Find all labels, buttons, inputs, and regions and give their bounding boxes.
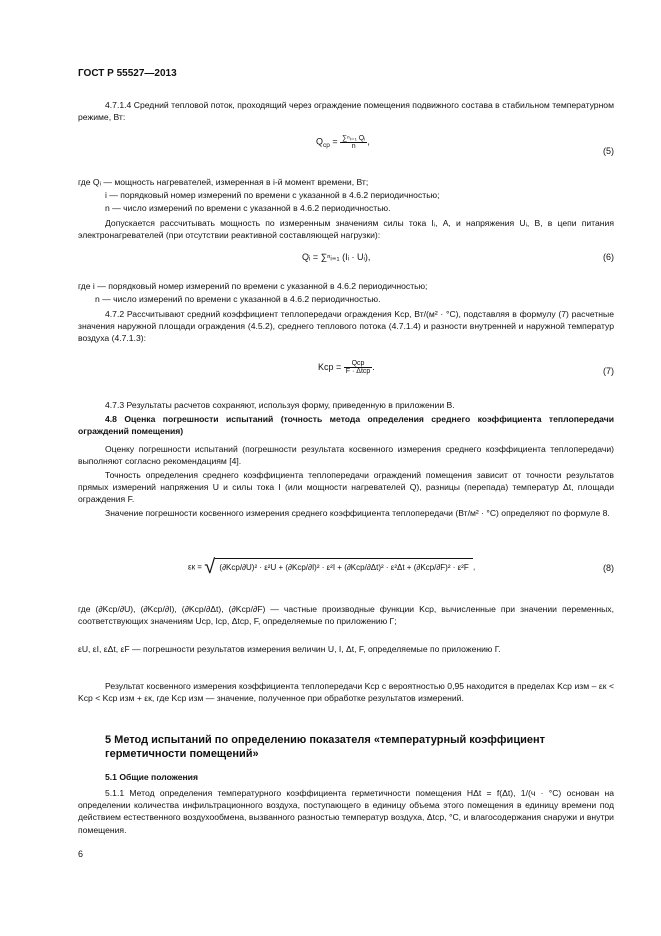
eq8-number: (8)	[603, 563, 614, 573]
where-n: n — число измерений по времени с указанной в 4.6.2 периодичностью.	[105, 203, 391, 213]
eq5-numerator: ∑ⁿᵢ₌₁ Qᵢ	[342, 135, 366, 142]
paragraph-511: 5.1.1 Метод определения температурного коэффициента герметичности помещения HΔt = f(Δt), 1/(ч · °С) основан на определении количества инфильтрационного воздуха, поступающего в единицу объема этого помещения в единицу времени под действием естественного воздухообмена, вызванного разностью температур воздуха, Δtср, °С, и влагосодержания снаружи и внутри помещения.	[78, 788, 614, 835]
eq6-number: (6)	[603, 252, 614, 262]
eq8-term1: (∂Kср/∂U)² · ε²U	[219, 563, 277, 572]
paragraph-result: Результат косвенного измерения коэффициента теплопередачи Kср с вероятностью 0,95 находится в пределах Kср изм – εк < Kср < Kср изм + εк, где Kср изм — значение, полученное при обработке результатов измерений.	[78, 681, 614, 704]
paragraph-est3: Значение погрешности косвенного измерения среднего коэффициента теплопередачи (Вт/м² · °С) определяют по формуле 8.	[105, 508, 610, 518]
heading-51: 5.1 Общие положения	[105, 772, 198, 782]
paragraph-473: 4.7.3 Результаты расчетов сохраняют, используя форму, приведенную в приложении В.	[105, 400, 455, 410]
sqrt-icon: √	[204, 556, 216, 578]
eq8-lhs: εк =	[188, 562, 202, 572]
eq7-fraction	[344, 360, 373, 375]
eq8-term2: (∂Kср/∂I)² · ε²I	[285, 563, 336, 572]
where2-n: n — число измерений по времени с указанной в 4.6.2 периодичностью.	[95, 294, 381, 304]
page-number: 6	[78, 849, 84, 859]
paragraph-allowed: Допускается рассчитывать мощность по измеренным значениям силы тока Iᵢ, А, и напряжения Uᵢ, В, в цепи питания электронагревателей (при отсутствии реактивной составляющей нагрузки):	[78, 218, 614, 241]
where2-i: где i — порядковый номер измерений по времени с указанной в 4.6.2 периодичностью;	[78, 281, 428, 291]
eq7-numerator: Qср	[344, 360, 373, 368]
formula-5: $Q_{ср}$ = $\frac{\text{∑ⁿᵢ₌₁ Qᵢ}}{n}$ ,	[316, 135, 370, 150]
eq5-number: (5)	[603, 146, 614, 156]
eq5-tail: ,	[367, 136, 370, 147]
eq7-lhs: Kср =	[318, 361, 342, 372]
eq7-tail: .	[372, 361, 375, 372]
eq5-denominator: n	[351, 143, 356, 150]
eq7-number: (7)	[603, 366, 614, 376]
formula-8: εк = √ (∂Kср/∂U)² · ε²U + (∂Kср/∂I)² · ε²I + (∂Kср/∂Δt)² · ε²Δt + (∂Kср/∂F)² · ε²F ,	[188, 556, 476, 578]
eq5-fraction	[340, 134, 367, 150]
eq8-term3: (∂Kср/∂Δt)² · ε²Δt	[344, 563, 405, 572]
eq5-lhs: Q	[316, 136, 324, 147]
eq8-term4: (∂Kср/∂F)² · ε²F	[413, 563, 469, 572]
where-i: i — порядковый номер измерений по времени с указанной в 4.6.2 периодичностью;	[105, 190, 440, 200]
paragraph-472: 4.7.2 Рассчитывают средний коэффициент теплопередачи ограждения Kср, Вт/(м² · °С), подставляя в формулу (7) расчетные значения наружной площади ограждения (4.5.2), среднего теплового потока (4.7.1.4) и разности внутренней и наружной температур воздуха (4.7.1.3):	[78, 309, 614, 344]
paragraph-est1: Оценку погрешности испытаний (погрешности результата косвенного измерения среднего коэффициента теплопередачи) выполняют согласно рекомендациям [4].	[78, 444, 614, 467]
eq5-lhs-sub: ср	[323, 142, 330, 150]
where3-partials: где (∂Kср/∂U), (∂Kср/∂I), (∂Kср/∂Δt), (∂Kср/∂F) — частные производные функции Kср, вычисленные при значении переменных, соответствующих значениям Uср, Iср, Δtср, F, определяемые по приложению Г;	[78, 604, 614, 627]
paragraph-est2: Точность определения среднего коэффициента теплопередачи ограждений помещения зависит от точности результатов прямых измерений напряжения U и силы тока I (или мощности нагревателей Q), разницы (перепада) температур Δt, площади ограждения F.	[78, 470, 614, 505]
eq7-denominator: F · Δtср	[345, 368, 371, 375]
where3-errors: εU, εI, εΔt, εF — погрешности результатов измерения величин U, I, Δt, F, определяемые по приложению Г.	[78, 644, 501, 654]
page-header: ГОСТ Р 55527—2013	[78, 68, 177, 79]
heading-section-5: 5 Метод испытаний по определению показателя «температурный коэффициент герметичности помещений»	[105, 734, 545, 760]
paragraph-4714: 4.7.1.4 Средний тепловой поток, проходящий через ограждение помещения подвижного состава в стабильном температурном режиме, Вт:	[78, 100, 614, 123]
heading-48: 4.8 Оценка погрешности испытаний (точность метода определения среднего коэффициента теплопередачи ограждений помещения)	[78, 414, 614, 437]
eq8-radicand: (∂Kср/∂U)² · ε²U + (∂Kср/∂I)² · ε²I + (∂Kср/∂Δt)² · ε²Δt + (∂Kср/∂F)² · ε²F	[215, 558, 473, 572]
formula-6: Qᵢ = ∑ⁿᵢ₌₁ (Iᵢ · Uᵢ),	[302, 252, 371, 262]
formula-7	[318, 360, 375, 375]
where-qi: где Qᵢ — мощность нагревателей, измеренная в i-й момент времени, Вт;	[78, 177, 369, 187]
